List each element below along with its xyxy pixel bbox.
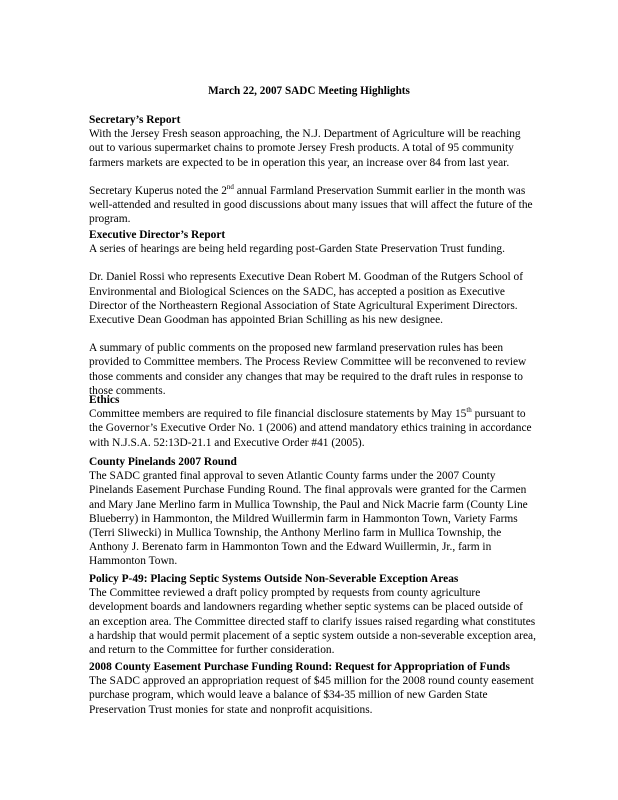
text-line: well-attended and resulted in good discussions about many issues that will affect the future of the: [89, 199, 533, 212]
text-line: and Mary Jane Merlino farm in Mullica Township, the Paul and Nick Macrie farm (County Line: [89, 498, 528, 511]
text-line: those comments and consider any changes that may be required to the draft rules in response to: [89, 370, 523, 383]
text-line: purchase program, which would leave a balance of $34-35 million of new Garden State: [89, 689, 488, 702]
section-heading: Secretary’s Report: [89, 114, 181, 126]
text-line: Preservation Trust monies for state and nonprofit acquisitions.: [89, 703, 373, 716]
text-line: Executive Dean Goodman has appointed Brian Schilling as his new designee.: [89, 314, 443, 327]
section-heading: 2008 County Easement Purchase Funding Round: Request for Appropriation of Funds: [89, 661, 510, 673]
section-ethics: [89, 393, 534, 450]
document-title: March 22, 2007 SADC Meeting Highlights: [208, 85, 410, 97]
text-line: the Governor’s Executive Order No. 1 (2006) and attend mandatory ethics training in accordance: [89, 422, 532, 435]
text-line: A series of hearings are being held regarding post-Garden State Preservation Trust funding.: [89, 243, 505, 256]
text-line: Director of the Northeastern Regional Association of State Agricultural Experiment Directors.: [89, 299, 518, 312]
section-heading: Executive Director’s Report: [89, 229, 226, 241]
text-line: with N.J.S.A. 52:13D-21.1 and Executive Order #41 (2005).: [89, 436, 365, 449]
paragraph: [89, 341, 534, 398]
text-line: Blueberry) in Hammonton, the Mildred Wuillermin farm in Hammonton Town, Variety Farms: [89, 512, 518, 525]
section-county-pinelands-2007-round: [89, 455, 534, 569]
text-line: (Terri Sliwecki) in Mullica Township, the Anthony Merlino farm in Mullica Township, the: [89, 527, 502, 540]
text-line: an exception area. The Committee directed staff to clarify issues raised regarding what constitutes: [89, 615, 536, 628]
text-line: The SADC approved an appropriation request of $45 million for the 2008 round county easement: [89, 675, 534, 688]
text-line: Committee members are required to file financial disclosure statements by May 15th pursuant to: [89, 406, 526, 421]
text-line: Environmental and Biological Sciences on the SADC, has accepted a position as Executive: [89, 285, 505, 298]
paragraph: [89, 127, 534, 170]
paragraph: [89, 586, 534, 657]
section-heading: Policy P-49: Placing Septic Systems Outside Non-Severable Exception Areas: [89, 573, 459, 585]
text-line: farmers markets are expected to be in operation this year, an increase over 84 from last year.: [89, 156, 510, 169]
text-line: program.: [89, 213, 131, 226]
paragraph: [89, 242, 534, 256]
text-line: and return to the Committee for further consideration.: [89, 644, 335, 657]
text-line: The Committee reviewed a draft policy prompted by requests from county agriculture: [89, 587, 481, 600]
text-line: A summary of public comments on the proposed new farmland preservation rules has been: [89, 342, 504, 355]
paragraph: [89, 469, 534, 568]
paragraph: [89, 407, 534, 450]
text-line: Dr. Daniel Rossi who represents Executive Dean Robert M. Goodman of the Rutgers School of: [89, 271, 524, 284]
paragraph: [89, 674, 534, 717]
text-line: The SADC granted final approval to seven Atlantic County farms under the 2007 County: [89, 470, 496, 483]
text-line: those comments.: [89, 384, 166, 397]
text-line: With the Jersey Fresh season approaching, the N.J. Department of Agriculture will be reaching: [89, 128, 521, 141]
text-line: provided to Committee members. The Process Review Committee will be reconvened to review: [89, 356, 527, 369]
section-policy-p49: [89, 572, 534, 657]
section-secretarys-report: [89, 113, 534, 226]
section-heading: Ethics: [89, 394, 120, 406]
text-line: development boards and landowners regarding whether septic systems can be placed outside of: [89, 601, 523, 614]
text-line: Anthony J. Berenato farm in Hammonton Town and the Edward Wuillermin, Jr., farm in: [89, 541, 492, 554]
text-line: out to various supermarket chains to promote Jersey Fresh products. A total of 95 community: [89, 142, 514, 155]
text-line: Pinelands Easement Purchase Funding Round. The final approvals were granted for the Carmen: [89, 484, 527, 497]
section-executive-directors-report: [89, 228, 534, 398]
paragraph: [89, 184, 534, 227]
text-line: a hardship that would permit placement of a septic system outside a non-severable exception area,: [89, 629, 536, 642]
text-line: Secretary Kuperus noted the 2nd annual Farmland Preservation Summit earlier in the month was: [89, 183, 526, 197]
paragraph: [89, 270, 534, 327]
section-2008-county-easement: [89, 660, 534, 717]
section-heading: County Pinelands 2007 Round: [89, 456, 237, 468]
text-line: Hammonton Town.: [89, 555, 178, 568]
